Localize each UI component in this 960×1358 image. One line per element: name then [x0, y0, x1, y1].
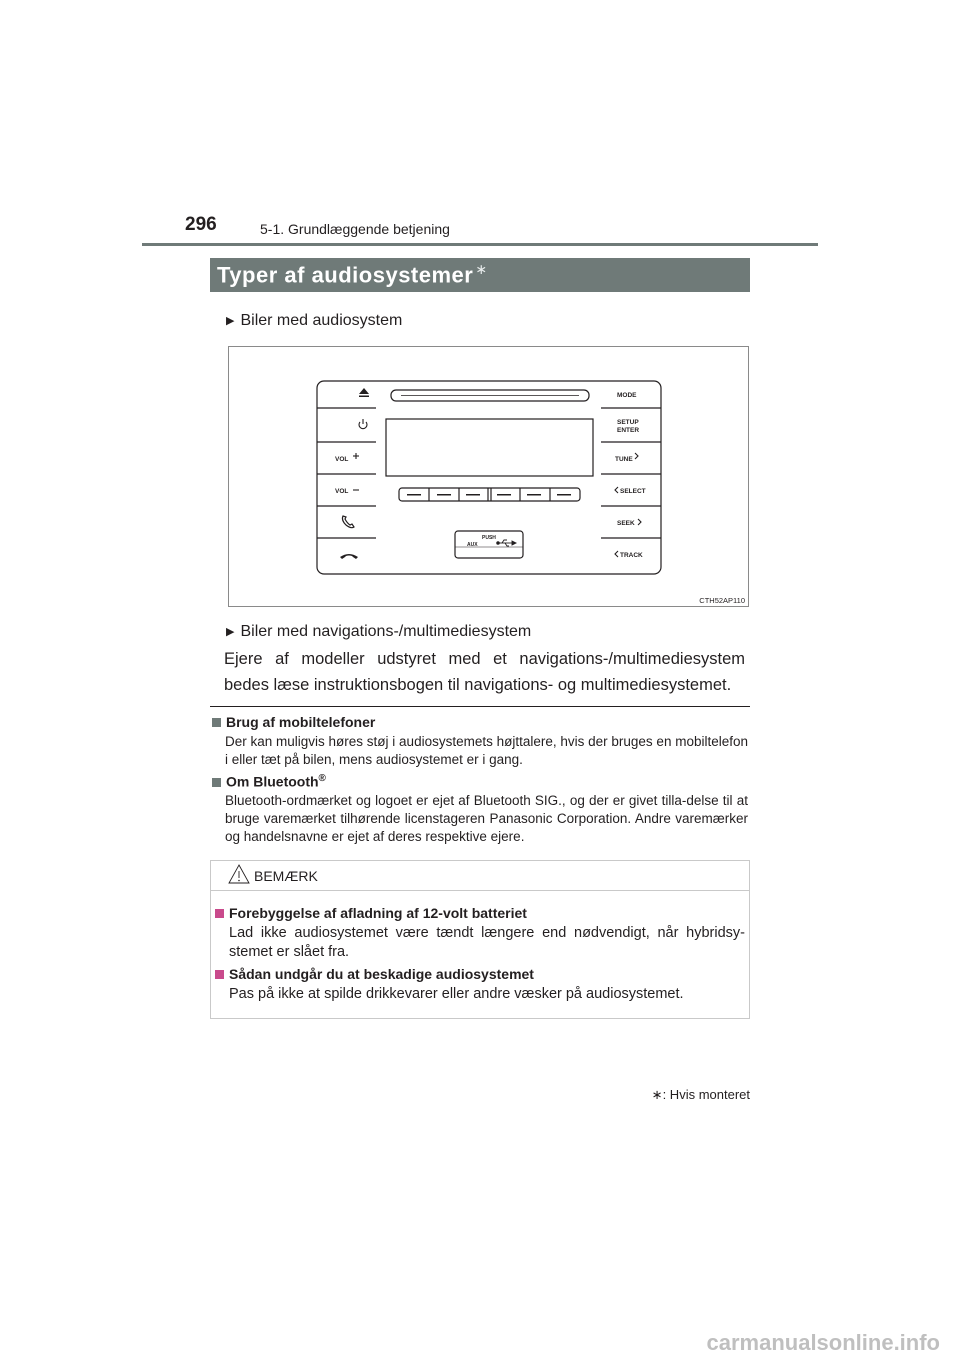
audio-unit-figure: [228, 346, 749, 607]
figure-code: CTH52AP110: [699, 596, 745, 605]
square-bullet-icon: [215, 909, 224, 918]
push-label: PUSH: [482, 535, 496, 541]
note-heading: Om Bluetooth®: [212, 773, 748, 790]
footnote: [652, 1087, 750, 1103]
notice-item-heading: Sådan undgår du at beskadige audiosystemet: [215, 966, 745, 982]
power-icon: [359, 419, 367, 429]
body-paragraph: Ejere af modeller udstyret med et navigations-/multimediesystem bedes læse instruktionsbogen til navigations- og multimediesystemet.: [224, 650, 745, 694]
audio-unit-illustration: [229, 347, 748, 606]
warning-triangle-icon: [227, 863, 251, 885]
vol-plus-label: VOL: [335, 456, 349, 463]
section-title: Typer af audiosystemer: [217, 262, 474, 288]
aux-label: AUX: [467, 542, 478, 548]
triangle-bullet-icon: ▶: [226, 626, 235, 638]
square-bullet-icon: [215, 970, 224, 979]
section-divider: [210, 706, 750, 707]
section-title-mark: ∗: [475, 261, 488, 277]
registered-mark: ®: [318, 773, 326, 784]
list-item: [226, 623, 531, 641]
notice-header: [211, 861, 749, 891]
notice-item-heading: Forebyggelse af afladning af 12-volt batteriet: [215, 905, 745, 921]
square-bullet-icon: [212, 778, 221, 787]
notice-title: BEMÆRK: [254, 868, 318, 884]
eject-icon: [359, 388, 369, 397]
notice-box: [210, 860, 750, 1019]
list-item-label: Biler med audiosystem: [240, 312, 403, 329]
note-heading: Brug af mobiltelefoner: [212, 714, 748, 730]
setup-label: SETUP: [617, 419, 639, 426]
square-bullet-icon: [212, 718, 221, 727]
watermark: carmanualsonline.info: [706, 1330, 940, 1355]
notice-item-body: Lad ikke audiosystemet være tændt længere end nødvendigt, når hybridsy-stemet er slået fra.: [229, 925, 745, 960]
triangle-bullet-icon: ▶: [226, 315, 235, 327]
enter-label: ENTER: [617, 427, 640, 434]
tune-label: TUNE: [615, 456, 633, 463]
section-title-bar: [210, 258, 750, 292]
header-rule: [142, 243, 818, 246]
track-label: TRACK: [620, 552, 643, 559]
vol-minus-label: VOL: [335, 488, 349, 495]
hangup-icon: [340, 554, 358, 559]
page-number: 296: [185, 214, 217, 235]
seek-label: SEEK: [617, 520, 635, 527]
footnote-mark: ∗: [651, 1087, 663, 1102]
list-item-label: Biler med navigations-/multimediesystem: [240, 623, 532, 640]
chapter-title: 5-1. Grundlæggende betjening: [260, 221, 450, 237]
note-body: Bluetooth-ordmærket og logoet er ejet af Bluetooth SIG., og der er givet tilla-delse til at bruge varemærket tilhørende licenstageren Panasonic Corporation. Andre varemærker og handelsnavne er ejet af deres respektive ejere.: [225, 792, 748, 844]
phone-icon: [342, 516, 354, 528]
note-body: Der kan muligvis høres støj i audiosystemets højttalere, hvis der bruges en mobiltelefon i eller tæt på bilen, mens audiosystemet er i gang.: [225, 734, 748, 767]
notice-content: [215, 905, 745, 1004]
list-item: [226, 312, 402, 330]
note-section: [212, 714, 748, 846]
usb-icon: [497, 540, 516, 546]
footnote-text: : Hvis monteret: [662, 1087, 750, 1102]
notice-item-body: Pas på ikke at spilde drikkevarer eller andre væsker på audiosystemet.: [229, 986, 684, 1002]
mode-label: MODE: [617, 392, 637, 399]
select-label: SELECT: [620, 488, 646, 495]
